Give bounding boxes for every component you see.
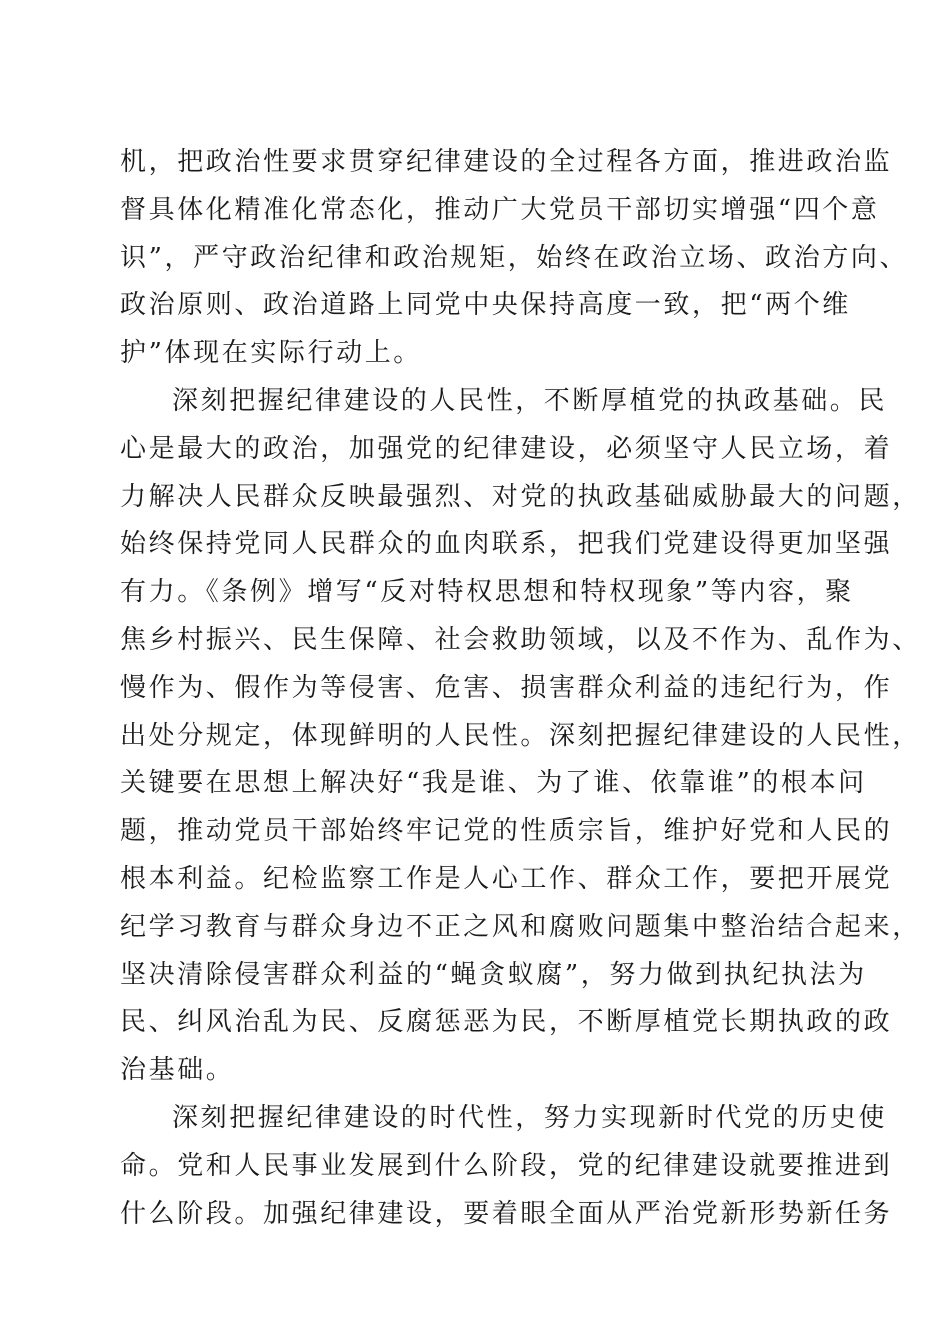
text-line: 力解决人民群众反映最强烈、对党的执政基础威胁最大的问题， [120,481,921,512]
text-line: 心是最大的政治，加强党的纪律建设，必须坚守人民立场，着 [120,433,893,464]
text-line: 纪学习教育与群众身边不正之风和腐败问题集中整治结合起来， [120,911,921,942]
text-line: 政治原则、政治道路上同党中央保持高度一致，把“两个维 [120,290,851,321]
text-line: 命。党和人民事业发展到什么阶段，党的纪律建设就要推进到 [120,1150,893,1181]
text-line: 焦乡村振兴、民生保障、社会救助领域，以及不作为、乱作为、 [120,624,921,655]
text-line: 治基础。 [120,1055,235,1086]
text-line: 坚决清除侵害群众利益的“蝇贪蚁腐”，努力做到执纪执法为 [120,959,867,990]
text-line: 什么阶段。加强纪律建设，要着眼全面从严治党新形势新任务 [120,1198,893,1229]
paragraph-first-line: 深刻把握纪律建设的人民性，不断厚植党的执政基础。民 [172,385,888,416]
text-line: 关键要在思想上解决好“我是谁、为了谁、依靠谁”的根本问 [120,768,867,799]
text-line: 慢作为、假作为等侵害、危害、损害群众利益的违纪行为，作 [120,672,893,703]
text-line: 根本利益。纪检监察工作是人心工作、群众工作，要把开展党 [120,863,893,894]
text-line: 出处分规定，体现鲜明的人民性。深刻把握纪律建设的人民性， [120,720,921,751]
text-line: 有力。《条例》增写“反对特权思想和特权现象”等内容，聚 [120,577,854,608]
text-line: 始终保持党同人民群众的血肉联系，把我们党建设得更加坚强 [120,529,893,560]
text-line: 题，推动党员干部始终牢记党的性质宗旨，维护好党和人民的 [120,816,893,847]
text-line: 民、纠风治乱为民、反腐惩恶为民，不断厚植党长期执政的政 [120,1007,893,1038]
text-line: 督具体化精准化常态化，推动广大党员干部切实增强“四个意 [120,194,880,225]
text-line: 机，把政治性要求贯穿纪律建设的全过程各方面，推进政治监 [120,147,893,177]
paragraph-first-line: 深刻把握纪律建设的时代性，努力实现新时代党的历史使 [172,1102,888,1133]
document-body [120,139,921,1238]
text-line: 护”体现在实际行动上。 [120,338,422,369]
text-line: 识”，严守政治纪律和政治规矩，始终在政治立场、政治方向、 [120,242,909,273]
